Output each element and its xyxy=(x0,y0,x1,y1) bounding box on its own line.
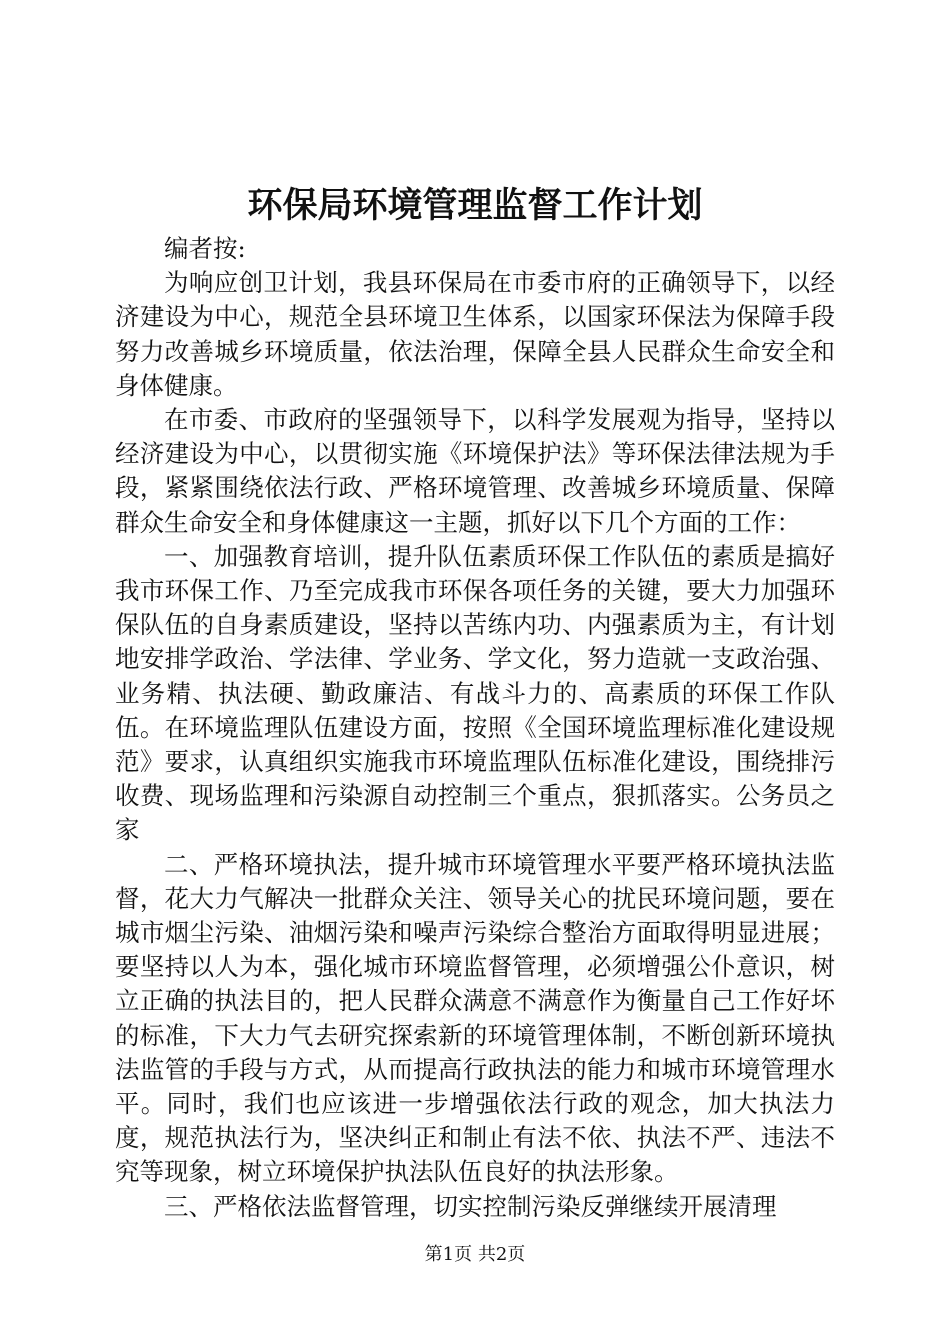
editor-note-label: 编者按: xyxy=(164,234,246,263)
section-two-paragraph: 二、严格环境执法，提升城市环境管理水平要严格环境执法监督，花大力气解决一批群众关注、领导关心的扰民环境问题，要在城市烟尘污染、油烟污染和噪声污染综合整治方面取得明显进展；要坚持以人为本，强化城市环境监督管理，必须增强公仆意识，树立正确的执法目的，把人民群众满意不满意作为衡量自己工作好坏的标准，下大力气去研究探索新的环境管理体制，不断创新环境执法监管的手段与方式，从而提高行政执法的能力和城市环境管理水平。同时，我们也应该进一步增强依法行政的观念，加大执法力度，规范执法行为，坚决纠正和制止有法不依、执法不严、违法不究等现象，树立环境保护执法队伍良好的执法形象。 xyxy=(115,849,835,1187)
document-title: 环保局环境管理监督工作计划 xyxy=(247,185,703,226)
document-body xyxy=(115,232,835,1224)
section-one-paragraph: 一、加强教育培训，提升队伍素质环保工作队伍的素质是搞好我市环保工作、乃至完成我市环保各项任务的关键，要大力加强环保队伍的自身素质建设，坚持以苦练内功、内强素质为主，有计划地安排学政治、学法律、学业务、学文化，努力造就一支政治强、业务精、执法硬、勤政廉洁、有战斗力的、高素质的环保工作队伍。在环境监理队伍建设方面，按照《全国环境监理标准化建设规范》要求，认真组织实施我市环境监理队伍标准化建设，围绕排污收费、现场监理和污染源自动控制三个重点，狠抓落实。公务员之家 xyxy=(115,541,835,845)
guiding-principle-paragraph: 在市委、市政府的坚强领导下，以科学发展观为指导，坚持以经济建设为中心，以贯彻实施《环境保护法》等环保法律法规为手段，紧紧围绕依法行政、严格环境管理、改善城乡环境质量、保障群众生命安全和身体健康这一主题，抓好以下几个方面的工作： xyxy=(115,405,835,537)
page-footer: 第1页 共2页 xyxy=(424,1244,526,1265)
section-three-paragraph: 三、严格依法监督管理，切实控制污染反弹继续开展清理 xyxy=(164,1191,777,1221)
intro-paragraph: 为响应创卫计划，我县环保局在市委市府的正确领导下，以经济建设为中心，规范全县环境卫生体系，以国家环保法为保障手段努力改善城乡环境质量，依法治理，保障全县人民群众生命安全和身体健康。 xyxy=(115,268,835,400)
